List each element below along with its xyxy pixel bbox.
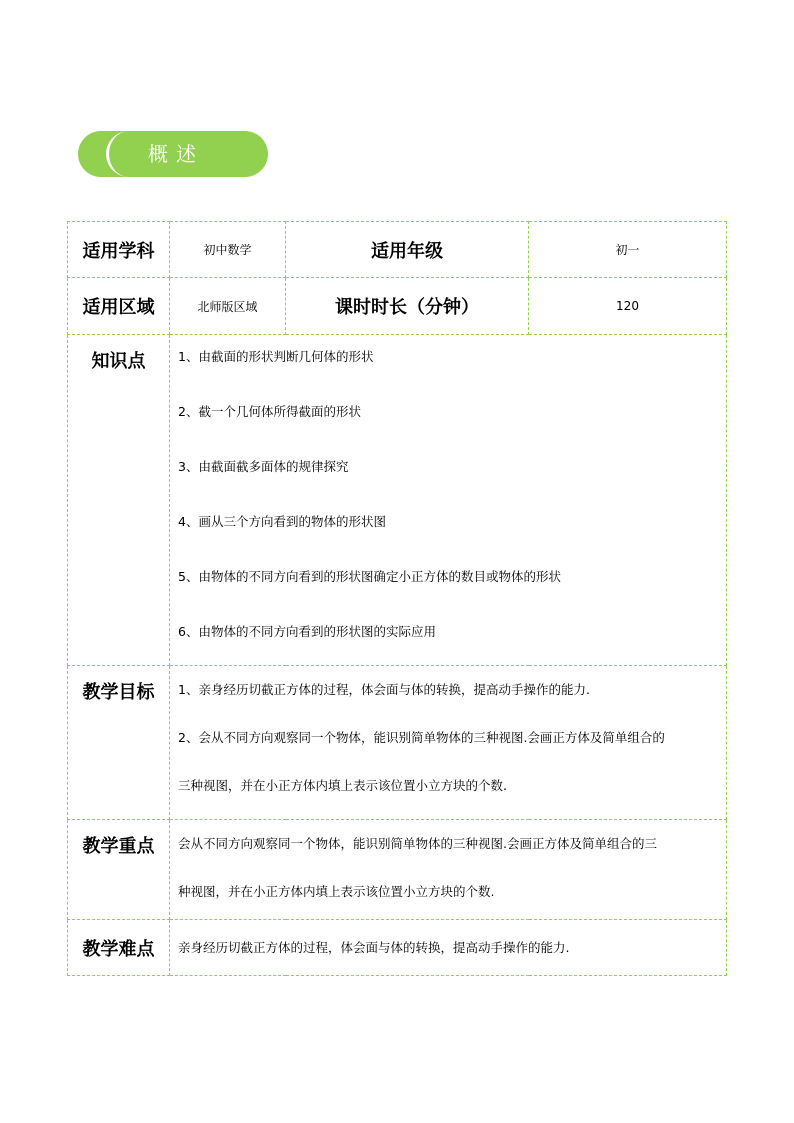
list-item: 5、由物体的不同方向看到的形状图确定小正方体的数目或物体的形状 (178, 569, 561, 584)
section-title-pill (78, 131, 268, 177)
list-item: 1、亲身经历切截正方体的过程，体会面与体的转换，提高动手操作的能力. (178, 682, 590, 697)
list-item: 2、会从不同方向观察同一个物体，能识别简单物体的三种视图.会画正方体及简单组合的 (178, 730, 665, 745)
list-item: 3、由截面截多面体的规律探究 (178, 459, 349, 474)
difficulty-label: 教学难点 (68, 920, 170, 976)
duration-label: 课时时长（分钟） (286, 278, 529, 335)
goals-label: 教学目标 (68, 666, 170, 820)
table-row-region (68, 278, 727, 335)
grade-label: 适用年级 (286, 222, 529, 278)
list-item: 2、截一个几何体所得截面的形状 (178, 404, 361, 419)
knowledge-label: 知识点 (68, 335, 170, 666)
grade-value: 初一 (529, 222, 727, 278)
goals-content (170, 666, 727, 820)
region-label: 适用区域 (68, 278, 170, 335)
list-item: 1、由截面的形状判断几何体的形状 (178, 349, 374, 364)
table-row-focus (68, 820, 727, 920)
list-item: 会从不同方向观察同一个物体，能识别简单物体的三种视图.会画正方体及简单组合的三 (178, 836, 657, 851)
table-row-subject (68, 222, 727, 278)
list-item: 种视图，并在小正方体内填上表示该位置小立方块的个数. (178, 884, 495, 899)
section-title: 概述 (148, 142, 204, 166)
subject-value: 初中数学 (170, 222, 286, 278)
list-item: 三种视图，并在小正方体内填上表示该位置小立方块的个数. (178, 778, 507, 793)
list-item: 4、画从三个方向看到的物体的形状图 (178, 514, 386, 529)
subject-label: 适用学科 (68, 222, 170, 278)
region-value: 北师版区域 (170, 278, 286, 335)
difficulty-content: 亲身经历切截正方体的过程，体会面与体的转换，提高动手操作的能力. (170, 920, 727, 976)
title-pill-arc (106, 131, 152, 177)
table-row-difficulty (68, 920, 727, 976)
table-row-knowledge (68, 335, 727, 666)
focus-content (170, 820, 727, 920)
focus-label: 教学重点 (68, 820, 170, 920)
table-row-goals (68, 666, 727, 820)
knowledge-points (170, 335, 727, 666)
duration-value: 120 (529, 278, 727, 335)
list-item: 6、由物体的不同方向看到的形状图的实际应用 (178, 624, 436, 639)
course-info-table (67, 221, 727, 976)
